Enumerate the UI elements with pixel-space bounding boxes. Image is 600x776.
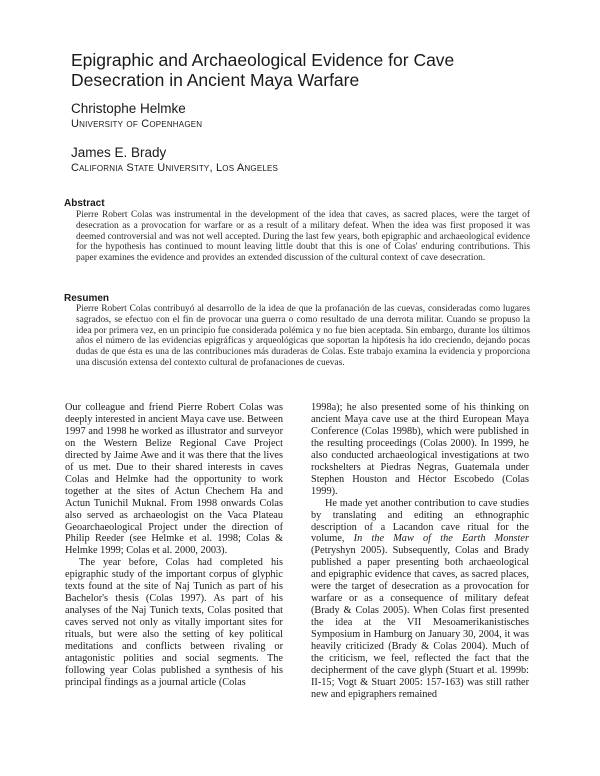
resumen-heading: Resumen <box>64 293 110 304</box>
body-text: (Petryshyn 2005). Subsequently, Colas and Brady published a paper presenting both archaeological and epigraphic evidence that caves, as sacred places, were the target of desecration as a provocation for warfare or as a consequence of military defeat (Brady & Colas 2005). When Colas first presented the idea at the VII Mesoamerikanistisches Symposium in Hamburg on January 30, 2004, it was heavily criticized (Brady & Colas 2004). Much of the criticism, we feel, reflected the fact that the decipherment of the cave glyph (Stuart et al. 1999b: II-15; Vogt & Stuart 2005: 157-163) was still rather new and epigraphers remained <box>311 545 529 700</box>
body-column-left <box>65 402 283 689</box>
body-paragraph: The year before, Colas had completed his epigraphic study of the important corpus of glyphic texts found at the site of Naj Tunich as part of his Bachelor's thesis (Colas 1997). As part of his analyses of the Naj Tunich texts, Colas posited that caves served not only as vitally important sites for rituals, but were also the setting of key political meditations and conflicts between rivaling or antagonistic polities and social segments. The following year Colas published a synthesis of his principal findings as a journal article (Colas <box>65 557 283 688</box>
author-name: James E. Brady <box>71 145 167 160</box>
body-paragraph: 1998a); he also presented some of his thinking on ancient Maya cave use at the third European Maya Conference (Colas 1998b), which were published in the resulting proceedings (Colas 2000). In 1999, he also conducted archaeological investigations at two rockshelters at Piedras Negras, Guatemala under Stephen Houston and Héctor Escobedo (Colas 1999). <box>311 402 529 497</box>
body-paragraph <box>311 498 529 701</box>
author-affiliation: University of Copenhagen <box>71 118 203 130</box>
author-name: Christophe Helmke <box>71 101 186 116</box>
resumen-text: Pierre Robert Colas contribuyó al desarrollo de la idea de que la profanación de las cuevas, consideradas como lugares sagrados, se efectuo con el fin de provocar una guerra o como resultado de una derrota militar. Cuando se propuso la idea por primera vez, en un principio fue considerada polémica y no fue bien aceptada. Sin embargo, durante los últimos años el número de las evidencias epigráficas y arqueológicas que soportan la hipótesis ha ido creciendo, dejando pocas dudas de que ésta es una de las contribuciones más duraderas de Colas. Este trabajo examina la evidencia y proporciona una discusión extensa del contexto cultural de profanaciones de cuevas. <box>76 304 530 368</box>
abstract-text: Pierre Robert Colas was instrumental in the development of the idea that caves, as sacred places, were the target of desecration as a provocation for warfare or as a result of a military defeat. When the idea was first proposed it was deemed controversial and was not well accepted. During the last few years, both epigraphic and archaeological evidence for the hypothesis has continued to mount leaving little doubt that this is one of Colas' enduring contributions. This paper examines the evidence and provides an extended discussion of the cultural context of cave desecration. <box>76 210 530 264</box>
book-title: In the Maw of the Earth Monster <box>353 533 529 545</box>
paper-title: Epigraphic and Archaeological Evidence for Cave Desecration in Ancient Maya Warfare <box>71 50 455 90</box>
author-block-helmke <box>71 101 202 131</box>
author-affiliation: California State University, Los Angeles <box>71 162 279 174</box>
body-column-right <box>311 402 529 701</box>
body-text: He made yet another contribution to cave studies by translating and editing an ethnographic description of a Lacandon cave ritual for the volume, <box>311 497 529 545</box>
body-paragraph: Our colleague and friend Pierre Robert Colas was deeply interested in ancient Maya cave use. Between 1997 and 1998 he worked as illustrator and surveyor on the Western Belize Regional Cave Project directed by Jaime Awe and it was there that the lives of us met. Due to their shared interests in caves Colas and Helmke had the opportunity to work together at the sites of Actun Chechem Ha and Actun Tunichil Muknal. From 1998 onwards Colas also served as archaeologist on the Vaca Plateau Geoarchaeological Project under the direction of Philip Reeder (see Helmke et al. 1998; Colas & Helmke 1999; Colas et al. 2000, 2003). <box>65 402 283 557</box>
author-block-brady <box>71 145 278 175</box>
abstract-heading: Abstract <box>64 198 105 209</box>
